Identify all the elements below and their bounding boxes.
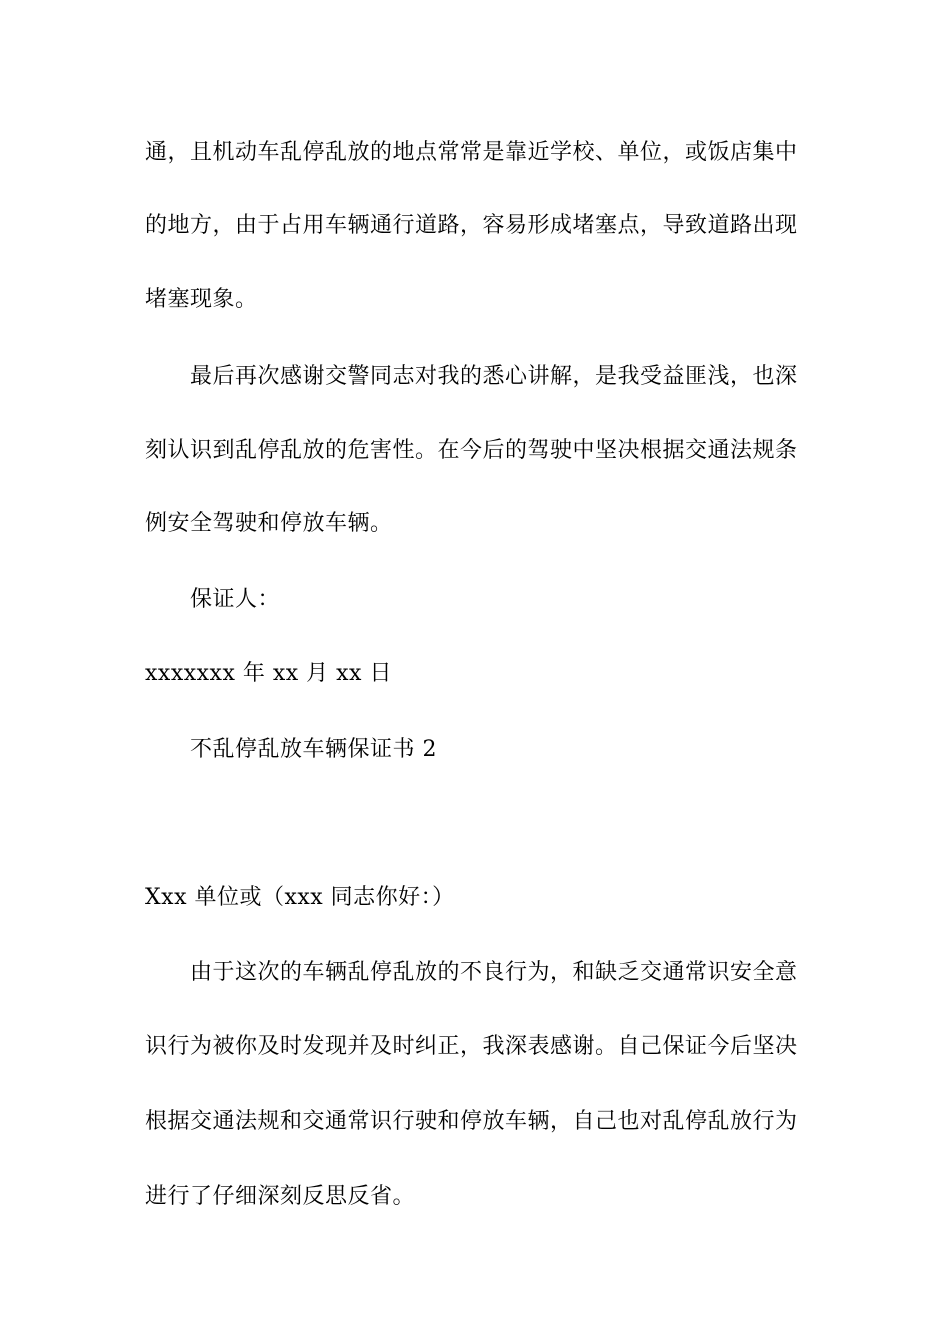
paragraph-2-line-1: 最后再次感谢交警同志对我的悉心讲解，是我受益匪浅，也深	[190, 364, 798, 389]
paragraph-3-line-1: 由于这次的车辆乱停乱放的不良行为，和缺乏交通常识安全意	[190, 960, 798, 985]
section-title: 不乱停乱放车辆保证书 2	[190, 737, 437, 762]
paragraph-2-line-2: 刻认识到乱停乱放的危害性。在今后的驾驶中坚决根据交通法规条	[145, 438, 798, 463]
paragraph-1-line-1: 通，且机动车乱停乱放的地点常常是靠近学校、单位，或饭店集中	[145, 140, 798, 165]
paragraph-3-line-2: 识行为被你及时发现并及时纠正，我深表感谢。自己保证今后坚决	[145, 1034, 798, 1059]
paragraph-3-line-4: 进行了仔细深刻反思反省。	[145, 1184, 416, 1209]
guarantor-label: 保证人：	[190, 587, 281, 612]
date-line: xxxxxxx 年 xx 月 xx 日	[145, 661, 392, 686]
paragraph-3-line-3: 根据交通法规和交通常识行驶和停放车辆，自己也对乱停乱放行为	[145, 1109, 798, 1134]
paragraph-1-line-2: 的地方，由于占用车辆通行道路，容易形成堵塞点，导致道路出现	[145, 213, 798, 238]
salutation: Xxx 单位或（xxx 同志你好：）	[145, 885, 455, 910]
paragraph-2-line-3: 例安全驾驶和停放车辆。	[145, 511, 393, 536]
paragraph-1-line-3: 堵塞现象。	[145, 287, 258, 312]
